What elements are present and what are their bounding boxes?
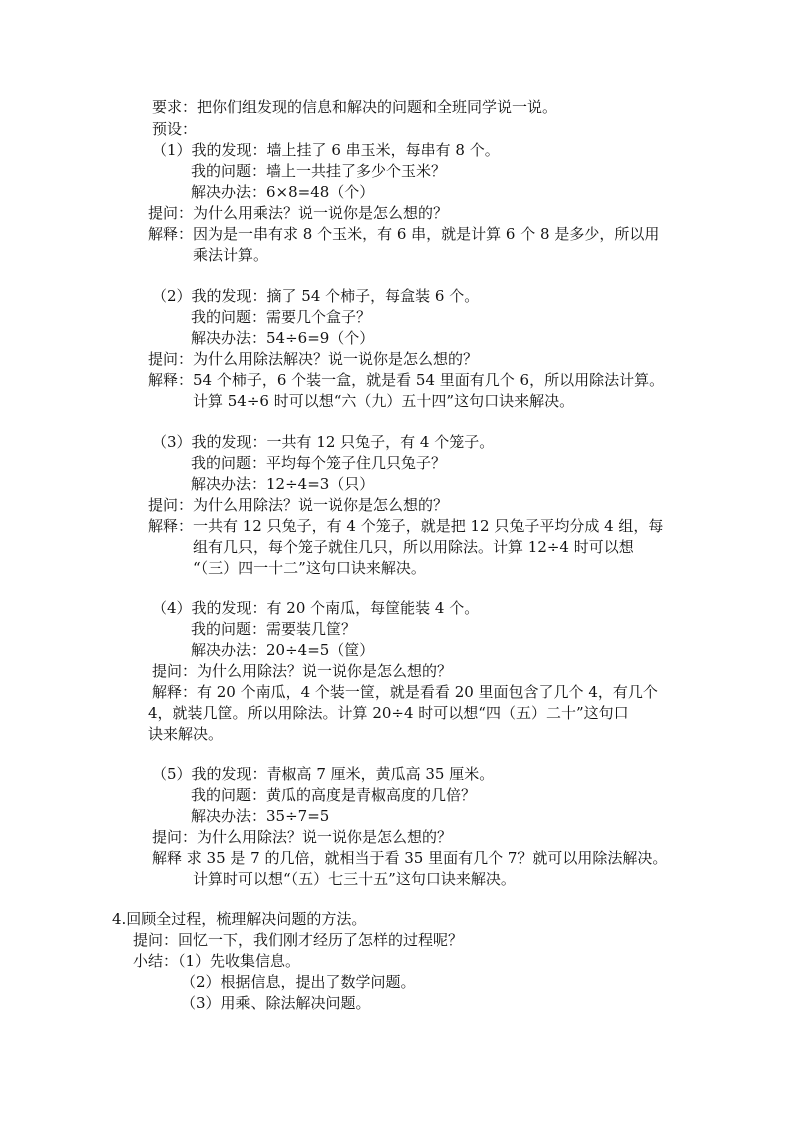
case-5-solution: 解决办法：35÷7=5 xyxy=(191,807,330,825)
requirement-line: 要求：把你们组发现的信息和解决的问题和全班同学说一说。 xyxy=(152,98,558,116)
summary-item-2: （2）根据信息，提出了数学问题。 xyxy=(181,973,416,991)
summary-item-3: （3）用乘、除法解决问题。 xyxy=(181,994,371,1012)
case-1-explanation-line-1: 解释：因为是一串有求 8 个玉米，有 6 串，就是计算 6 个 8 是多少，所以用 xyxy=(148,225,660,243)
case-4-explanation-line-3: 诀来解决。 xyxy=(148,725,224,743)
case-2-discovery: （2）我的发现：摘了 54 个柿子，每盒装 6 个。 xyxy=(152,287,480,305)
case-1-discovery: （1）我的发现：墙上挂了 6 串玉米，每串有 8 个。 xyxy=(152,141,500,159)
case-5-explanation-line-1: 解释 求 35 是 7 的几倍，就相当于看 35 里面有几个 7？就可以用除法解决。 xyxy=(152,849,668,867)
case-4-explanation-line-1: 解释：有 20 个南瓜，4 个装一筐，就是看看 20 里面包含了几个 4，有几个 xyxy=(152,683,658,701)
case-3-solution: 解决办法：12÷4=3（只） xyxy=(191,475,375,493)
case-4-question: 提问：为什么用除法？说一说你是怎么想的？ xyxy=(152,662,453,680)
case-3-explanation-line-3: “（三）四一十二”这句口诀来解决。 xyxy=(193,559,426,577)
case-4-solution: 解决办法：20÷4=5（筐） xyxy=(191,641,375,659)
case-5-explanation-line-2: 计算时可以想“（五）七三十五”这句口诀来解决。 xyxy=(193,870,516,888)
case-1-problem: 我的问题：墙上一共挂了多少个玉米？ xyxy=(191,162,447,180)
summary-item-1: 小结：（1）先收集信息。 xyxy=(133,952,301,970)
case-5-question: 提问：为什么用除法？说一说你是怎么想的？ xyxy=(152,828,453,846)
case-1-explanation-line-2: 乘法计算。 xyxy=(193,246,269,264)
case-3-explanation-line-1: 解释：一共有 12 只兔子，有 4 个笼子，就是把 12 只兔子平均分成 4 组，每 xyxy=(148,517,664,535)
case-2-question: 提问：为什么用除法解决？说一说你是怎么想的？ xyxy=(148,350,479,368)
case-1-solution: 解决办法：6×8=48（个） xyxy=(191,183,375,201)
case-2-explanation-line-1: 解释：54 个柿子，6 个装一盒，就是看 54 里面有几个 6，所以用除法计算。 xyxy=(148,371,665,389)
review-question: 提问：回忆一下，我们刚才经历了怎样的过程呢？ xyxy=(133,931,464,949)
case-3-problem: 我的问题：平均每个笼子住几只兔子？ xyxy=(191,454,447,472)
case-3-question: 提问：为什么用除法？说一说你是怎么想的？ xyxy=(148,496,449,514)
case-2-problem: 我的问题：需要几个盒子？ xyxy=(191,308,372,326)
case-5-problem: 我的问题：黄瓜的高度是青椒高度的几倍？ xyxy=(191,786,477,804)
case-4-problem: 我的问题：需要装几筐？ xyxy=(191,620,357,638)
case-4-explanation-line-2: 4，就装几筐。所以用除法。计算 20÷4 时可以想“四（五）二十”这句口 xyxy=(148,704,629,722)
case-2-solution: 解决办法：54÷6=9（个） xyxy=(191,329,375,347)
case-2-explanation-line-2: 计算 54÷6 时可以想“六（九）五十四”这句口诀来解决。 xyxy=(193,392,575,410)
case-4-discovery: （4）我的发现：有 20 个南瓜，每筐能装 4 个。 xyxy=(152,599,480,617)
review-heading: 4.回顾全过程，梳理解决问题的方法。 xyxy=(112,910,367,928)
case-3-discovery: （3）我的发现：一共有 12 只兔子，有 4 个笼子。 xyxy=(152,433,495,451)
case-1-question: 提问：为什么用乘法？说一说你是怎么想的？ xyxy=(148,204,449,222)
preset-label: 预设： xyxy=(152,120,198,138)
case-3-explanation-line-2: 组有几只，每个笼子就住几只，所以用除法。计算 12÷4 时可以想 xyxy=(193,538,634,556)
case-5-discovery: （5）我的发现：青椒高 7 厘米，黄瓜高 35 厘米。 xyxy=(152,765,495,783)
